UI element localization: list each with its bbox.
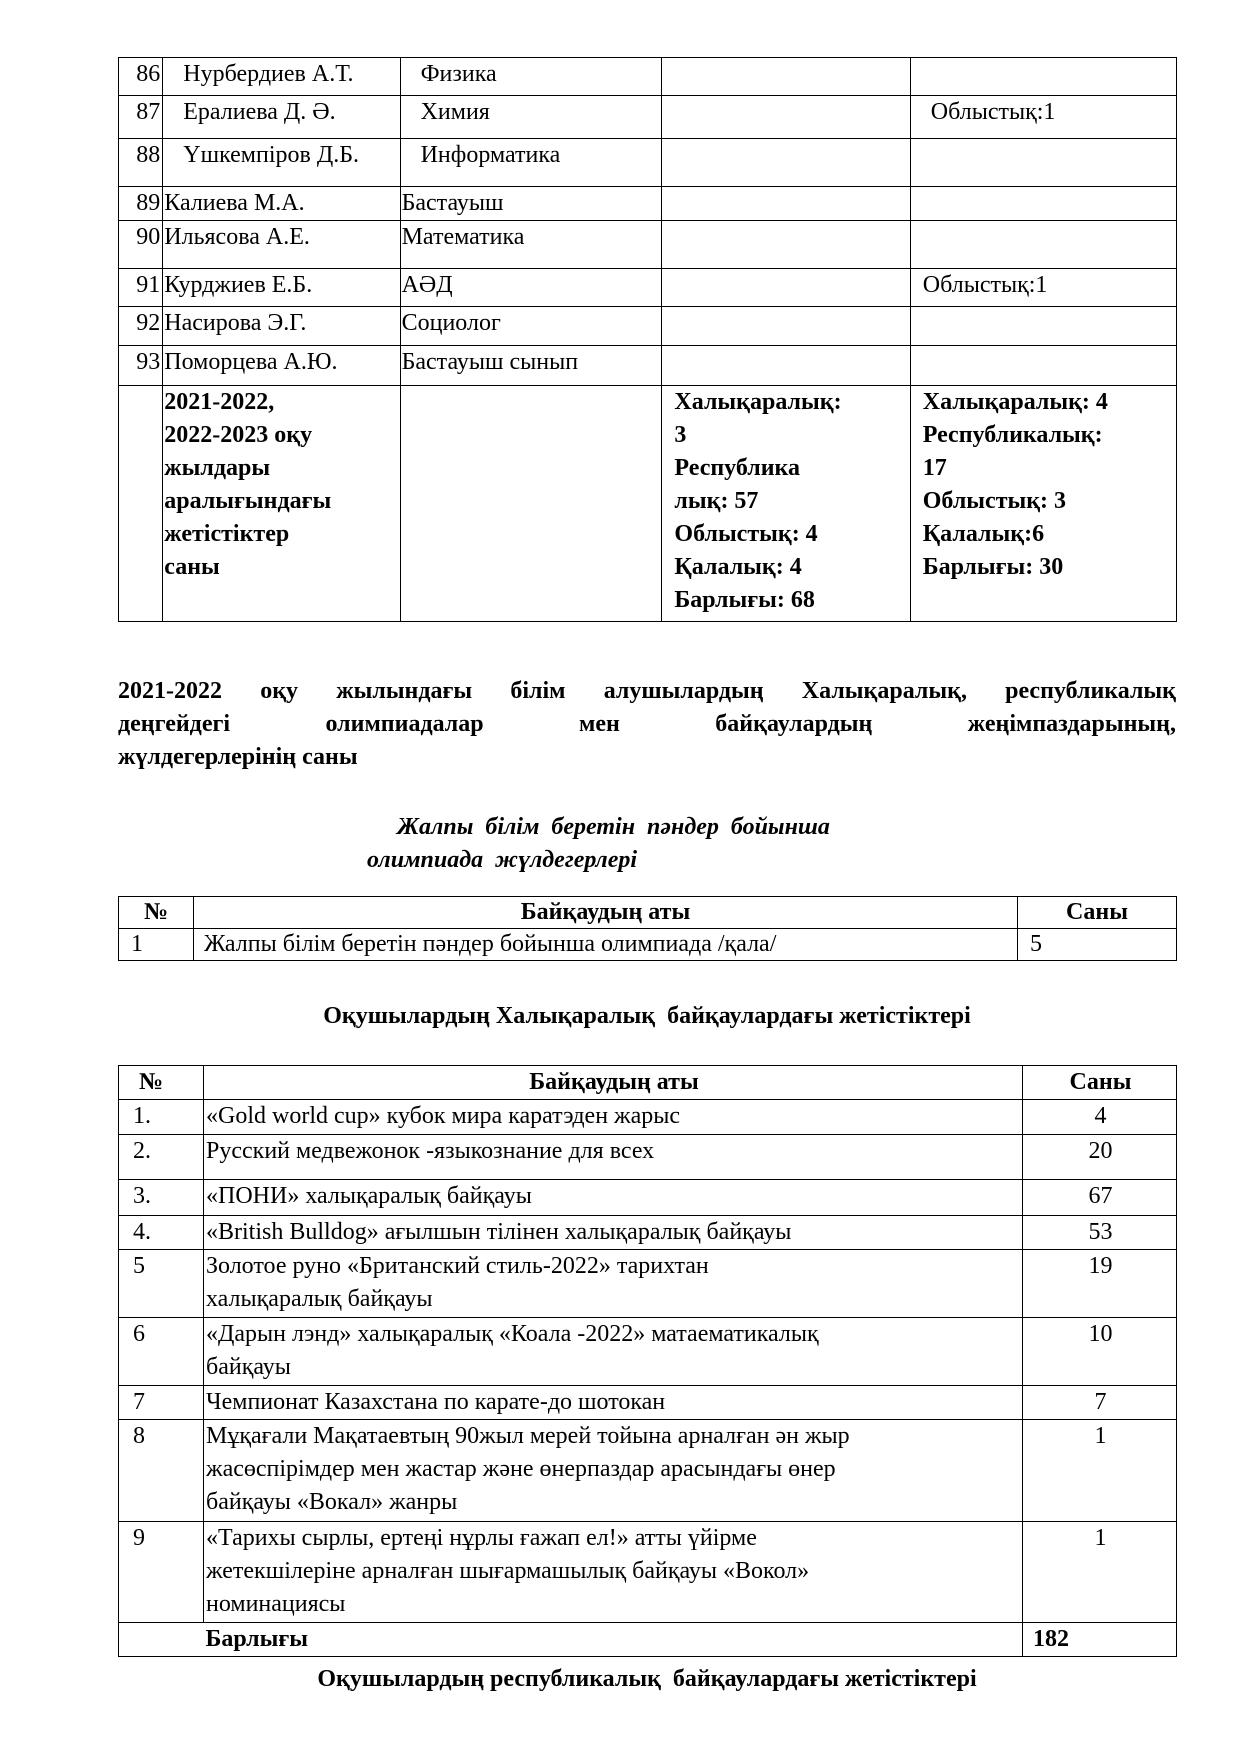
summary-col5-line: Облыстық: 3 [922,488,1067,514]
row-number: 4. [119,1216,204,1250]
header-name: Байқаудың аты [194,897,1018,929]
table-row [119,58,1177,96]
summary-subject-cell [400,386,662,622]
col4-cell [662,96,910,139]
contest-count: 1 [1023,1522,1177,1623]
col5-cell [910,221,1176,269]
col4-cell [662,221,910,269]
row-number: 1. [119,1100,204,1135]
summary-col5-line: Барлығы: 30 [922,554,1064,580]
summary-label-line: саны [164,554,220,580]
col4-cell [662,307,910,346]
summary-number-cell [119,386,163,622]
heading-line: деңгейдегі олимпиадалар мен байқаулардың жеңімпаздарының, [118,711,1176,737]
subject: Бастауыш [400,187,662,221]
subheading-subject-olympiad [300,811,1000,877]
row-number: 8 [119,1420,204,1522]
row-number: 5 [119,1250,204,1318]
heading-line: олимпиада жүлдегерлері [367,847,638,873]
summary-col5 [910,386,1176,622]
heading-line: 2021-2022 оқу жылындағы білім алушылардың Халықаралық, республикалық [118,678,1176,704]
contest-count: 7 [1023,1386,1177,1420]
row-number: 89 [119,187,163,221]
section-heading-republican: Оқушылардың республикалық байқаулардағы жетістіктері [317,1666,977,1692]
row-number: 86 [119,58,163,96]
contest-count: 53 [1023,1216,1177,1250]
row-number: 6 [119,1318,204,1386]
contest-count: 5 [1018,929,1177,961]
summary-label-line: жетістіктер [164,521,290,547]
summary-col5-line: Республикалық: [922,422,1103,448]
heading-line: Жалпы білім беретін пәндер бойынша [397,814,830,840]
total-value: 182 [1023,1623,1177,1657]
header-number: № [119,1066,204,1100]
header-count: Саны [1018,897,1177,929]
col4-cell [662,269,910,307]
table-row [119,1318,1177,1386]
contest-name: «Тарихы сырлы, ертеңі нұрлы ғажап ел!» атты үйірме жетекшілеріне арналған шығармашылық байқауы «Вокол» номинациясы [204,1522,1023,1623]
table-row [119,1386,1177,1420]
row-number: 87 [119,96,163,139]
heading-line: жүлдегерлерінің саны [118,744,358,770]
teacher-name: Ералиева Д. Ә. [163,96,400,139]
summary-col5-line: Халықаралық: 4 [922,389,1108,415]
section-heading-olympiad-winners [118,675,1176,774]
table-row [119,96,1177,139]
summary-label-line: 2021-2022, [164,389,275,415]
summary-row [119,386,1177,622]
subject: Математика [400,221,662,269]
contest-name: «Дарын лэнд» халықаралық «Коала -2022» матаематикалық байқауы [204,1318,1023,1386]
contest-count: 20 [1023,1135,1177,1180]
row-number: 91 [119,269,163,307]
contest-name: Золотое руно «Британский стиль-2022» тарихтан халықаралық байқауы [204,1250,1023,1318]
table-row [119,346,1177,386]
summary-col4 [662,386,910,622]
teacher-name: Насирова Э.Г. [163,307,400,346]
table-row [119,1250,1177,1318]
header-number: № [119,897,194,929]
subject: Бастауыш сынып [400,346,662,386]
total-label: Барлығы [204,1623,1023,1657]
summary-col5-line: Қалалық:6 [922,521,1045,547]
contest-count: 4 [1023,1100,1177,1135]
table-row [119,139,1177,187]
col5-cell: Облыстық:1 [910,269,1176,307]
summary-col4-line: Қалалық: 4 [674,554,802,580]
row-number: 90 [119,221,163,269]
summary-col5-line: 17 [922,455,947,481]
table-row [119,929,1177,961]
summary-label [163,386,400,622]
contest-count: 67 [1023,1180,1177,1216]
row-number: 93 [119,346,163,386]
contest-count: 10 [1023,1318,1177,1386]
col5-cell [910,187,1176,221]
table-row [119,307,1177,346]
international-contests-table [118,1065,1177,1657]
summary-col4-line: 3 [674,422,687,448]
teacher-name: Нурбердиев А.Т. [163,58,400,96]
summary-col4-line: Облыстық: 4 [674,521,818,547]
table-row [119,1420,1177,1522]
subject: Информатика [400,139,662,187]
col4-cell [662,187,910,221]
col5-cell [910,139,1176,187]
header-name: Байқаудың аты [204,1066,1023,1100]
table-row [119,1100,1177,1135]
col5-cell [910,346,1176,386]
summary-label-line: аралығындағы [164,488,332,514]
contest-name: Жалпы білім беретін пәндер бойынша олимпиада /қала/ [194,929,1018,961]
col5-cell [910,307,1176,346]
table-header-row [119,897,1177,929]
contest-count: 1 [1023,1420,1177,1522]
contest-name: «ПОНИ» халықаралық байқауы [204,1180,1023,1216]
row-number: 92 [119,307,163,346]
col4-cell [662,139,910,187]
table-row [119,187,1177,221]
contest-name: «Gold world cup» кубок мира каратэден жарыс [204,1100,1023,1135]
summary-label-line: жылдары [164,455,271,481]
teacher-name: Калиева М.А. [163,187,400,221]
table-row [119,221,1177,269]
row-number: 3. [119,1180,204,1216]
contest-count: 19 [1023,1250,1177,1318]
summary-col4-line: Халықаралық: [674,389,842,415]
summary-col4-line: лық: 57 [674,488,759,514]
contest-name: Русский медвежонок -языкознание для всех [204,1135,1023,1180]
subject: Химия [400,96,662,139]
subject: Физика [400,58,662,96]
subject: Социолог [400,307,662,346]
col5-cell [910,58,1176,96]
col4-cell [662,58,910,96]
row-number: 7 [119,1386,204,1420]
row-number: 1 [119,929,194,961]
teacher-name: Поморцева А.Ю. [163,346,400,386]
contest-name: Мұқағали Мақатаевтың 90жыл мерей тойына арналған ән жыр жасөспірімдер мен жастар және өнерпаздар арасындағы өнер байқауы «Вокал» жанры [204,1420,1023,1522]
olympiad-table [118,896,1177,961]
table-total-row [119,1623,1177,1657]
col4-cell [662,346,910,386]
section-heading-international: Оқушылардың Халықаралық байқаулардағы жетістіктері [323,1003,971,1029]
staff-achievements-table [118,57,1177,622]
contest-name: Чемпионат Казахстана по карате-до шотокан [204,1386,1023,1420]
col5-cell: Облыстық:1 [910,96,1176,139]
summary-label-line: 2022-2023 оқу [164,422,313,448]
summary-col4-line: Барлығы: 68 [674,587,815,613]
table-row [119,1522,1177,1623]
row-number: 88 [119,139,163,187]
total-empty-cell [119,1623,204,1657]
summary-col4-line: Республика [674,455,801,481]
table-row [119,1135,1177,1180]
teacher-name: Курджиев Е.Б. [163,269,400,307]
table-row [119,1216,1177,1250]
table-row [119,1180,1177,1216]
row-number: 2. [119,1135,204,1180]
header-count: Саны [1023,1066,1177,1100]
table-header-row [119,1066,1177,1100]
subject: АӘД [400,269,662,307]
contest-name: «British Bulldog» ағылшын тілінен халықаралық байқауы [204,1216,1023,1250]
teacher-name: Үшкемпіров Д.Б. [163,139,400,187]
teacher-name: Ильясова А.Е. [163,221,400,269]
table-row [119,269,1177,307]
row-number: 9 [119,1522,204,1623]
